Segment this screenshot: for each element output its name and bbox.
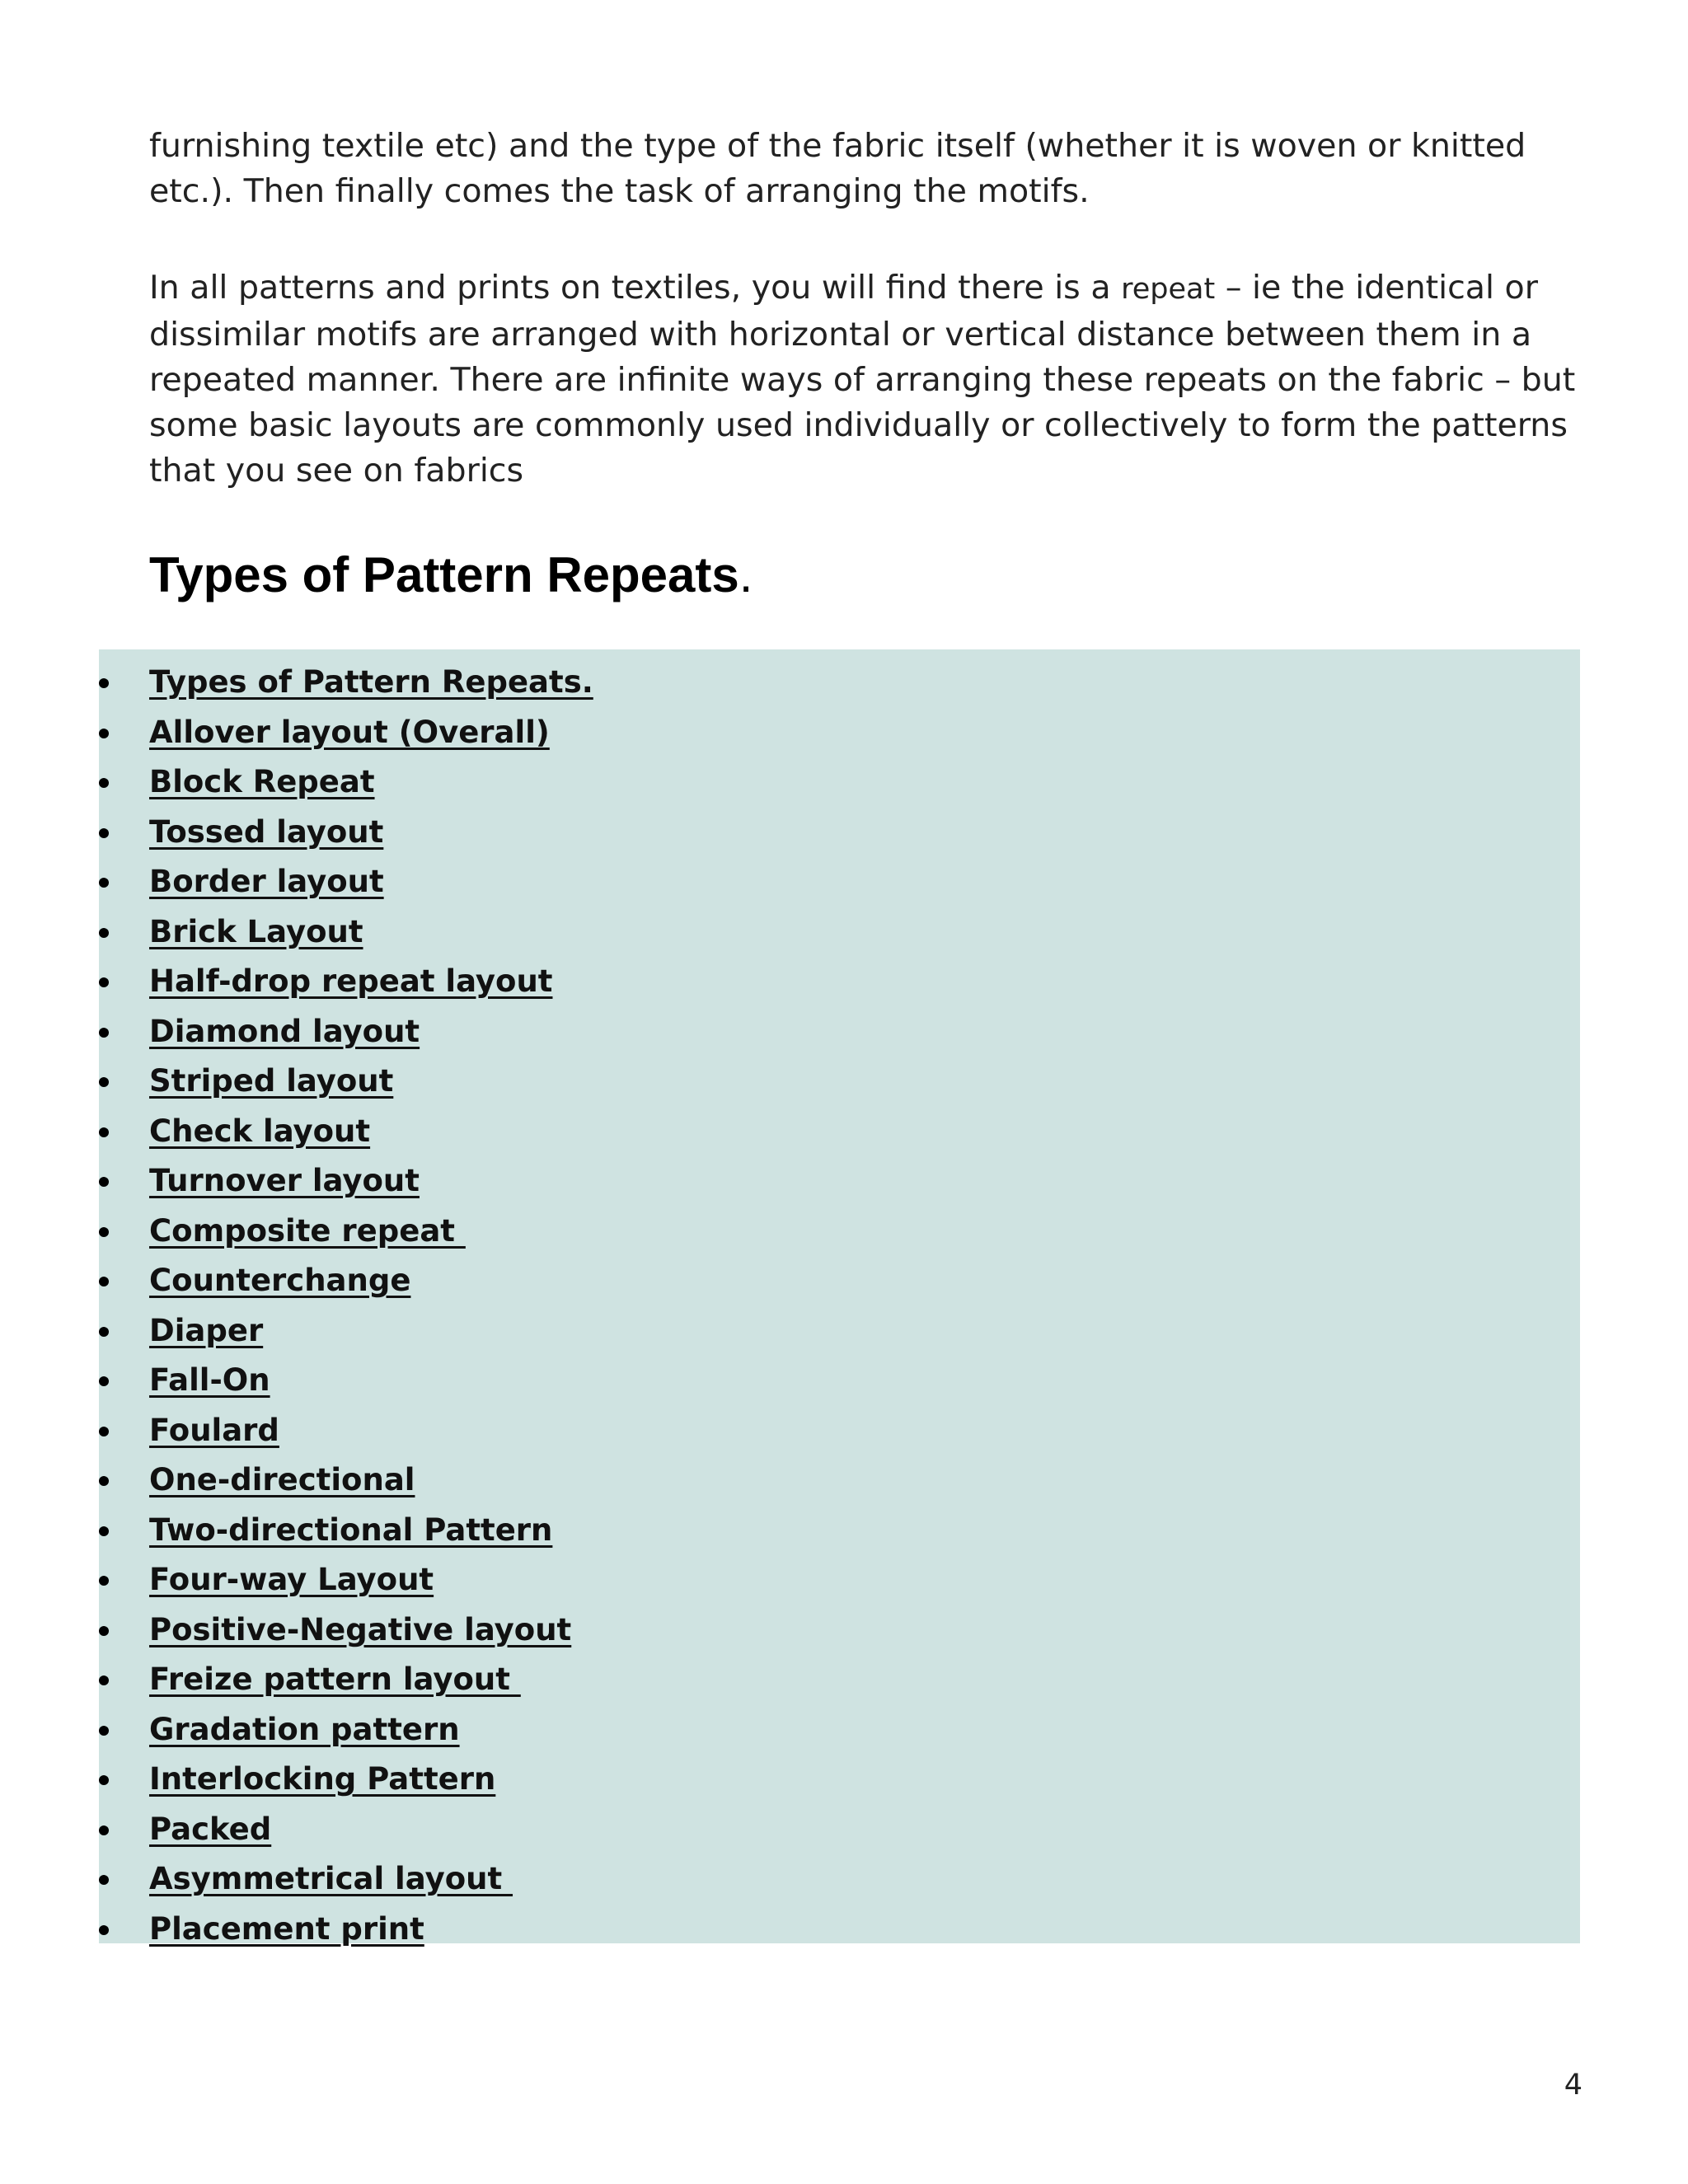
toc-item	[99, 1605, 1580, 1656]
toc-link[interactable]: Four-way Layout	[149, 1562, 434, 1597]
repeat-term: repeat	[1121, 273, 1216, 306]
bullet-icon	[99, 1057, 110, 1107]
toc-item	[99, 1655, 1580, 1705]
bullet-icon	[99, 1406, 110, 1456]
toc-item	[99, 658, 1580, 708]
toc-item	[99, 1905, 1580, 1955]
toc-link[interactable]: Block Repeat	[149, 764, 375, 799]
bullet-icon	[99, 857, 110, 907]
toc-list	[99, 658, 1580, 1954]
section-heading-period: .	[738, 547, 753, 602]
page-number: 4	[1564, 2069, 1582, 2102]
toc-link[interactable]: Composite repeat	[149, 1212, 466, 1249]
toc-link[interactable]: Half-drop repeat layout	[149, 963, 553, 999]
toc-link[interactable]: Diaper	[149, 1312, 264, 1348]
toc-link[interactable]: Packed	[149, 1811, 272, 1847]
toc-link[interactable]: Allover layout (Overall)	[149, 714, 550, 750]
toc-link[interactable]: Positive-Negative layout	[149, 1611, 572, 1647]
bullet-icon	[99, 757, 110, 808]
toc-item	[99, 957, 1580, 1007]
bullet-icon	[99, 1854, 110, 1905]
toc-item	[99, 1156, 1580, 1207]
intro-paragraph: furnishing textile etc) and the type of the fabric itself (whether it is woven or knitted etc.). Then finally comes the task of arranging the motifs.	[149, 127, 1526, 210]
bullet-icon	[99, 1605, 110, 1656]
toc-link[interactable]: Check layout	[149, 1113, 371, 1149]
repeat-paragraph	[149, 265, 1583, 494]
toc-item	[99, 857, 1580, 907]
toc-link[interactable]: Striped layout	[149, 1063, 394, 1099]
toc-item	[99, 1455, 1580, 1506]
toc-item	[99, 1057, 1580, 1107]
bullet-icon	[99, 1705, 110, 1755]
bullet-icon	[99, 1306, 110, 1357]
toc-item	[99, 1705, 1580, 1755]
toc-link[interactable]: Border layout	[149, 864, 384, 899]
bullet-icon	[99, 1455, 110, 1506]
bullet-icon	[99, 708, 110, 758]
bullet-icon	[99, 1905, 110, 1955]
toc-item	[99, 1805, 1580, 1855]
bullet-icon	[99, 1356, 110, 1406]
toc-item	[99, 1356, 1580, 1406]
toc-link[interactable]: Foulard	[149, 1412, 279, 1448]
toc-item	[99, 1555, 1580, 1605]
bullet-icon	[99, 1506, 110, 1556]
toc-item	[99, 1406, 1580, 1456]
toc-item	[99, 1306, 1580, 1357]
toc-link[interactable]: Interlocking Pattern	[149, 1761, 496, 1797]
bullet-icon	[99, 1555, 110, 1605]
toc-item	[99, 708, 1580, 758]
toc-item	[99, 1007, 1580, 1057]
toc-link[interactable]: Gradation pattern	[149, 1711, 460, 1747]
bullet-icon	[99, 658, 110, 708]
bullet-icon	[99, 1156, 110, 1207]
bullet-icon	[99, 808, 110, 858]
section-heading	[149, 542, 753, 608]
bullet-icon	[99, 1256, 110, 1306]
section-heading-text: Types of Pattern Repeats	[149, 547, 739, 602]
toc-item	[99, 1854, 1580, 1905]
bullet-icon	[99, 1207, 110, 1257]
toc-link[interactable]: Brick Layout	[149, 913, 363, 949]
bullet-icon	[99, 1007, 110, 1057]
bullet-icon	[99, 1755, 110, 1805]
toc-link[interactable]: Diamond layout	[149, 1013, 420, 1049]
toc-item	[99, 757, 1580, 808]
repeat-paragraph-start: In all patterns and prints on textiles, you will find there is a	[149, 269, 1122, 307]
toc-link[interactable]: Placement print	[149, 1910, 424, 1947]
toc-link[interactable]: Types of Pattern Repeats.	[149, 664, 593, 700]
toc-item	[99, 907, 1580, 958]
toc-item	[99, 808, 1580, 858]
table-of-contents	[99, 649, 1580, 1947]
toc-link[interactable]: Two-directional Pattern	[149, 1511, 553, 1548]
bullet-icon	[99, 1107, 110, 1157]
toc-link[interactable]: One-directional	[149, 1462, 415, 1497]
toc-item	[99, 1755, 1580, 1805]
toc-link[interactable]: Fall-On	[149, 1362, 270, 1398]
toc-item	[99, 1207, 1580, 1257]
bullet-icon	[99, 907, 110, 958]
bullet-icon	[99, 1805, 110, 1855]
toc-item	[99, 1107, 1580, 1157]
toc-link[interactable]: Asymmetrical layout	[149, 1861, 513, 1896]
toc-item	[99, 1506, 1580, 1556]
bullet-icon	[99, 957, 110, 1007]
toc-link[interactable]: Counterchange	[149, 1263, 411, 1298]
toc-item	[99, 1256, 1580, 1306]
bullet-icon	[99, 1655, 110, 1705]
toc-link[interactable]: Turnover layout	[149, 1163, 420, 1198]
repeat-paragraph-end: – ie the identical or dissimilar motifs are arranged with horizontal or vertical distance between them in a repeated manner. There are infinite ways of arranging these repeats on the fabric – but some basic layouts are commonly used individually or collectively to form the patterns that you see on fabrics	[149, 269, 1576, 490]
toc-link[interactable]: Freize pattern layout	[149, 1661, 521, 1697]
toc-link[interactable]: Tossed layout	[149, 813, 384, 850]
